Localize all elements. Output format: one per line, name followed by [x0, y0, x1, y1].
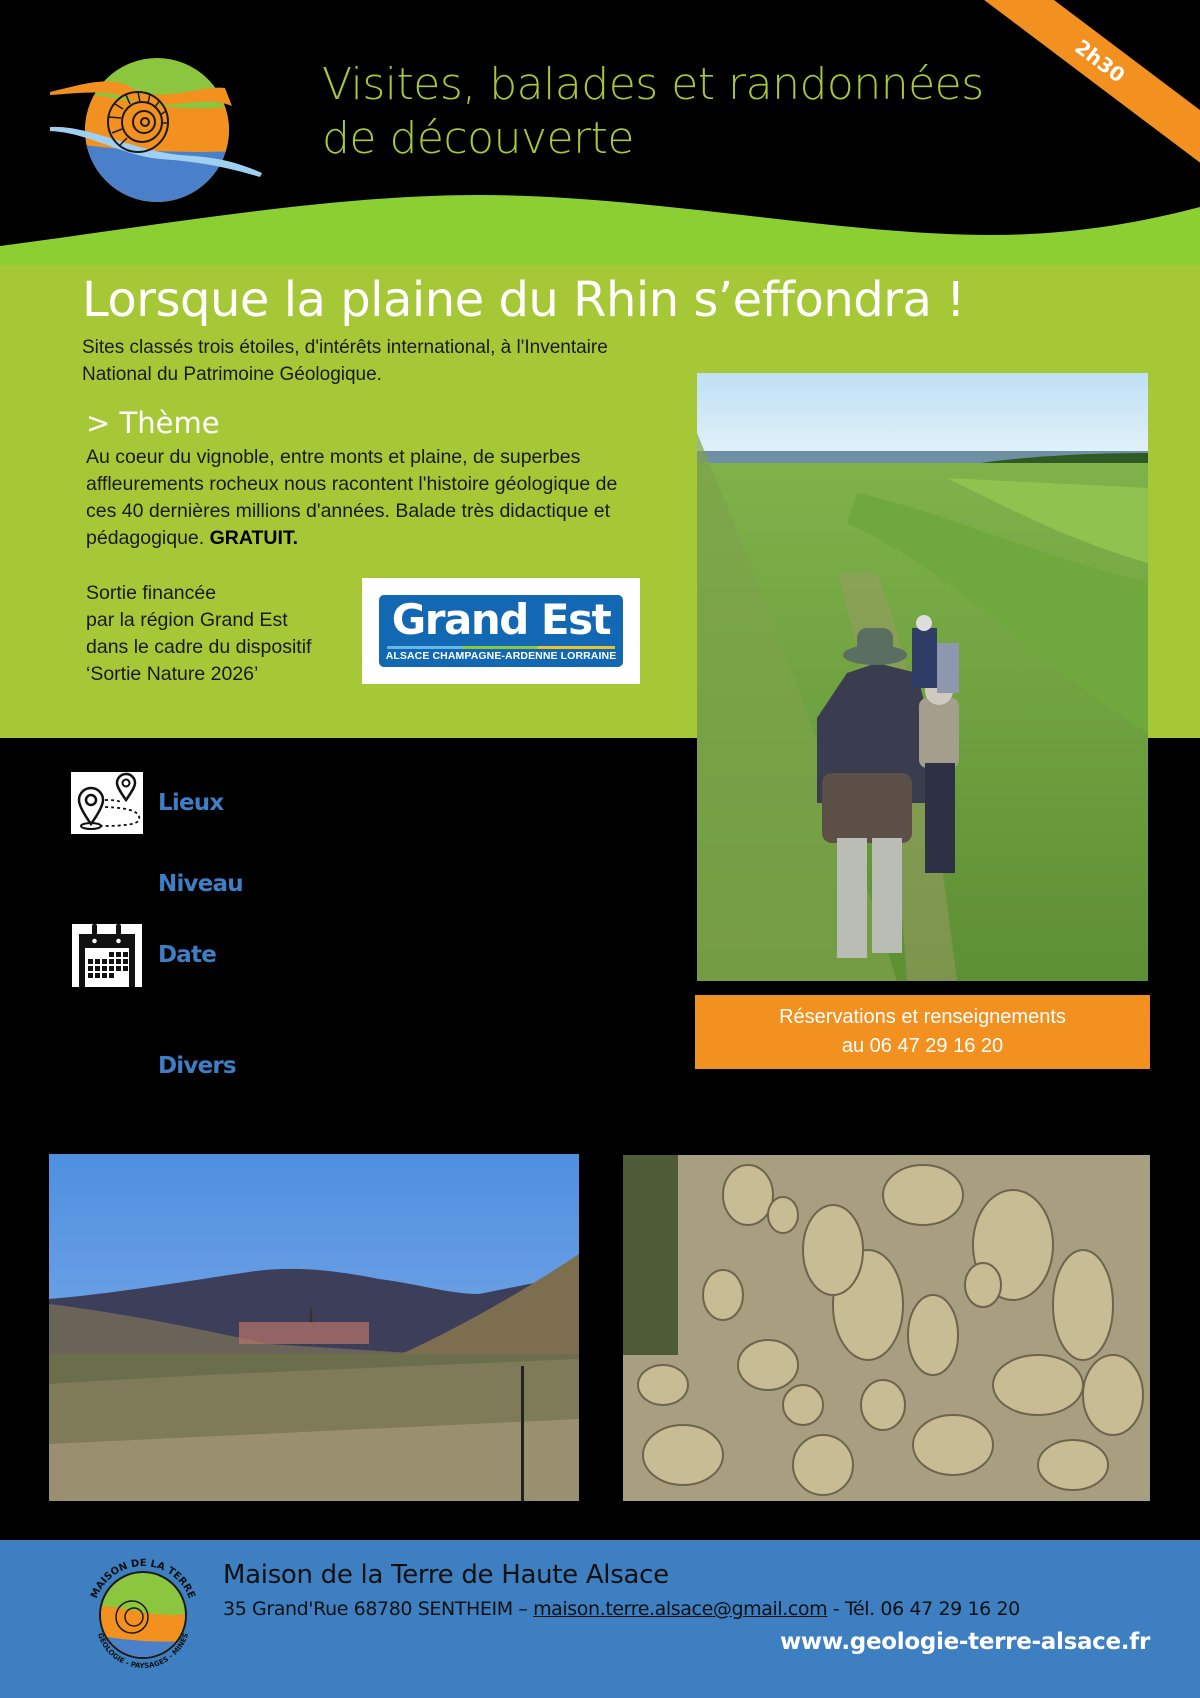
- info-label-date: Date: [158, 942, 217, 968]
- page-title: Lorsque la plaine du Rhin s’effondra !: [82, 272, 965, 328]
- theme-description: [86, 444, 666, 552]
- grand-est-wordmark: Grand Est: [391, 595, 611, 644]
- free-label: GRATUIT.: [209, 527, 299, 549]
- info-label-niveau: Niveau: [158, 871, 243, 897]
- header-title: [322, 58, 1022, 166]
- funding-line: dans le cadre du dispositif: [86, 636, 312, 658]
- grand-est-logo-panel: [379, 595, 623, 667]
- theme-line-text: pédagogique.: [86, 527, 210, 549]
- subtitle-line: Sites classés trois étoiles, d'intérêts international, à l'Inventaire: [82, 337, 608, 358]
- grand-est-logo: [362, 578, 640, 684]
- phone-text: - Tél. 06 47 29 16 20: [827, 1598, 1020, 1620]
- grand-est-tagline: ALSACE CHAMPAGNE-ARDENNE LORRAINE: [385, 650, 617, 662]
- subtitle: [82, 334, 682, 388]
- svg-text:MAISON DE LA TERRE: MAISON DE LA TERRE: [89, 1558, 197, 1601]
- header-green-wave: [0, 195, 1200, 270]
- reservation-phone[interactable]: au 06 47 29 16 20: [841, 1035, 1004, 1057]
- reservation-line: Réservations et renseignements: [779, 1006, 1066, 1028]
- grand-est-color-bar: [387, 646, 615, 649]
- theme-heading: > Thème: [86, 406, 220, 440]
- organization-name: Maison de la Terre de Haute Alsace: [223, 1560, 669, 1590]
- ammonite-logo-icon: [50, 55, 265, 205]
- funding-line: Sortie financée: [86, 582, 217, 604]
- theme-line: ces 40 dernières millions d'années. Balade très didactique et: [86, 500, 611, 522]
- theme-line: affleurements rocheux nous racontent l'histoire géologique de: [86, 473, 618, 495]
- info-label-divers: Divers: [158, 1053, 236, 1079]
- maison-de-la-terre-logo-icon: [82, 1555, 204, 1673]
- funding-note: [86, 580, 346, 688]
- theme-line: [86, 525, 666, 552]
- calendar-icon: [72, 924, 142, 987]
- hikers-in-vineyard-photo: [697, 373, 1148, 981]
- theme-line: Au coeur du vignoble, entre monts et plaine, de superbes: [86, 446, 581, 468]
- subtitle-line: National du Patrimoine Géologique.: [82, 364, 382, 385]
- organization-address: [223, 1598, 1020, 1620]
- funding-line: ‘Sortie Nature 2026’: [86, 663, 259, 685]
- info-label-lieux: Lieux: [158, 790, 224, 816]
- header-title-line2: de découverte: [322, 113, 635, 164]
- svg-text:GÉOLOGIE - PAYSAGES - MINES: GÉOLOGIE - PAYSAGES - MINES: [95, 1632, 191, 1671]
- email-link[interactable]: maison.terre.alsace@gmail.com: [533, 1598, 828, 1620]
- map-route-icon: [71, 772, 143, 834]
- reservation-banner: [695, 995, 1150, 1069]
- address-text: 35 Grand'Rue 68780 SENTHEIM –: [223, 1598, 534, 1620]
- funding-line: par la région Grand Est: [86, 609, 288, 631]
- header-title-line1: Visites, balades et randonnées: [322, 59, 984, 110]
- duration-text: 2h30: [1070, 34, 1130, 88]
- village-vineyard-valley-photo: [49, 1154, 579, 1501]
- conglomerate-rock-photo: [623, 1155, 1150, 1501]
- website-link[interactable]: www.geologie-terre-alsace.fr: [779, 1629, 1150, 1655]
